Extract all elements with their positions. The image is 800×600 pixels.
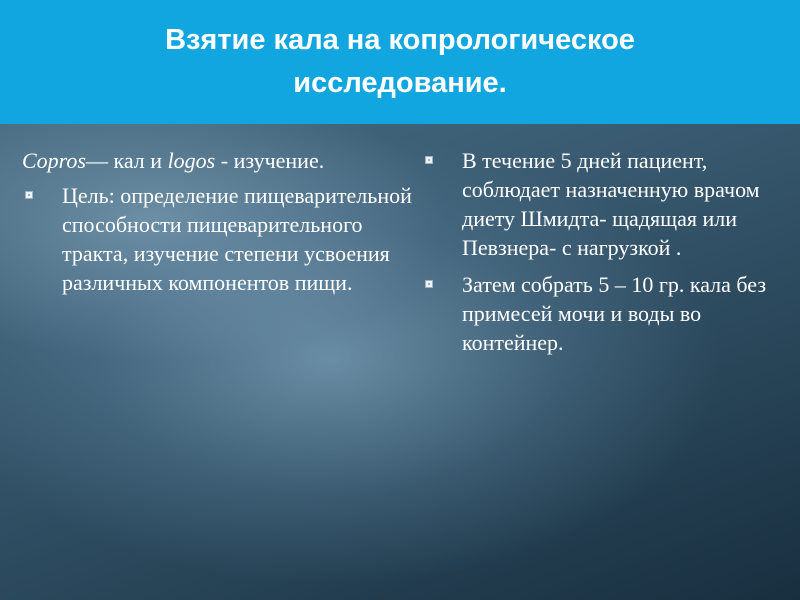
square-bullet-icon: [425, 280, 433, 288]
list-item: [422, 270, 782, 357]
right-column: [422, 146, 782, 365]
square-bullet-icon: [25, 191, 33, 199]
slide-title: Взятие кала на копрологическое исследование.: [165, 24, 635, 99]
square-bullet-icon: [425, 156, 433, 164]
list-item: [22, 181, 414, 297]
intro-text-2: - изучение.: [215, 148, 325, 173]
intro-line: [22, 146, 414, 175]
title-bar: [0, 0, 800, 124]
list-item-text: Цель: определение пищеварительной способности пищеварительного тракта, изучение степени усвоения различных компонентов пищи.: [62, 183, 412, 295]
list-item-text: Затем собрать 5 – 10 гр. кала без примесей мочи и воды во контейнер.: [462, 272, 767, 355]
term-logos: logos: [167, 148, 216, 173]
intro-text-1: — кал и: [85, 148, 168, 173]
list-item: [422, 146, 782, 262]
term-copros: Copros: [22, 148, 86, 173]
left-column: [22, 146, 414, 305]
list-item-text: В течение 5 дней пациент, соблюдает назначенную врачом диету Шмидта- щадящая или Певзнера- с нагрузкой .: [462, 148, 760, 260]
